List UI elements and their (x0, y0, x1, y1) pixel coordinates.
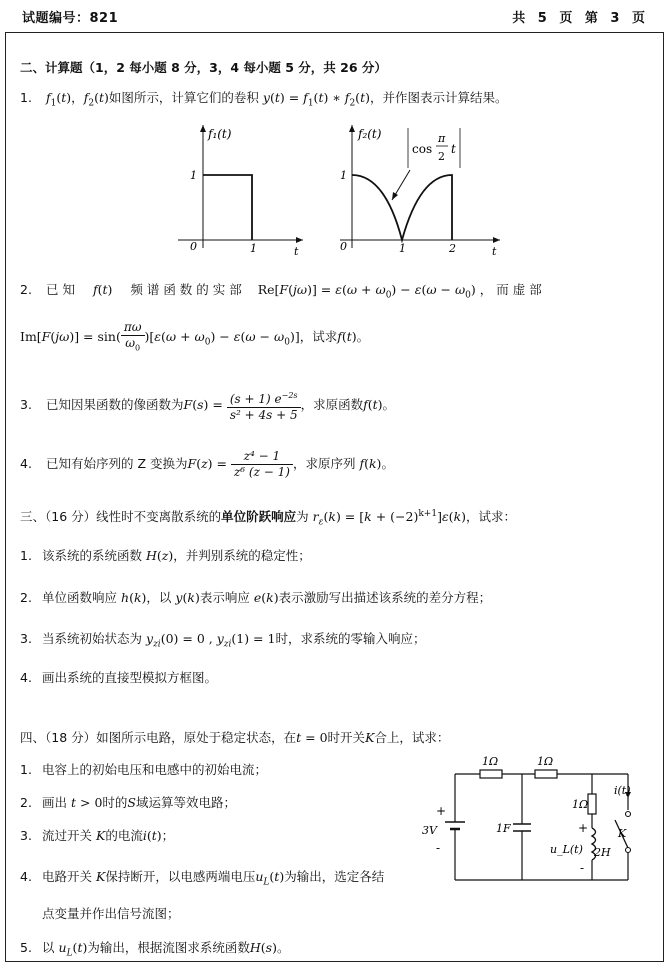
question-3-1: 1. 该系统的系统函数 H(z)，并判别系统的稳定性； (20, 548, 311, 563)
question-2-3: 3. 已知因果函数的像函数为F(s) = $\frac{(s + 1) e^{-2s}}{\text{s² + 4s + 5}}$ ，求原函数f(t)。 (20, 388, 395, 423)
f2-tick-x2: 2 (449, 242, 456, 255)
question-4-1: 1. 电容上的初始电压和电感中的初始电流； (20, 762, 268, 777)
source-minus: - (436, 841, 441, 855)
label-ul: u_L(t) (550, 843, 583, 856)
section-4-title: 四、（18 分）如图所示电路，原处于稳定状态，在t = 0时开关K合上，试求： (20, 730, 450, 745)
section-2-title: 二、计算题（1，2 每小题 8 分，3，4 每小题 5 分，共 26 分） (20, 60, 387, 75)
question-2-1: 1. $f_1(t)$，$f_2(t)$如图所示，计算它们的卷积 $y(t) = f_1(t)$ ∗ $f_2(t)$，并作图表示计算结果。 (20, 90, 508, 109)
exam-code: 试题编号：821 (22, 11, 119, 26)
f1-tick-x1: 1 (250, 242, 257, 255)
circuit-diagram (420, 752, 640, 892)
question-4-2: 2. 画出 t > 0时的S域运算等效电路； (20, 795, 237, 810)
ul-minus: - (580, 861, 585, 875)
figure-f2 (330, 120, 510, 255)
question-3-4: 4. 画出系统的直接型模拟方框图。 (20, 670, 218, 685)
label-it: i(t) (614, 784, 631, 797)
question-3-2: 2. 单位函数响应 h(k)，以 y(k)表示响应 e(k)表示激励写出描述该系统的差分方程； (20, 590, 492, 605)
question-4-4-cont: 点变量并作出信号流图； (42, 906, 180, 921)
f1-label: f₁(t) (208, 127, 232, 141)
source-plus: + (436, 804, 447, 818)
resistor-1 (480, 770, 502, 778)
f2-annot-2: 2 (438, 150, 445, 163)
f2-label: f₂(t) (358, 127, 382, 141)
ul-plus: + (578, 821, 589, 835)
question-2-2-line2: Im[F(jω)] = sin( $\frac{\pi\omega}{\omega_0}$ )$[\varepsilon(\omega + \omega_0) - \varepsilon(\omega - \omega_0)]$，试求f(t)。 (20, 320, 370, 353)
figure-f1 (168, 120, 308, 255)
label-source: 3V (422, 824, 437, 837)
label-cap: 1F (496, 822, 511, 835)
label-k: K (618, 827, 627, 840)
section-3-title: 三、（16 分）线性时不变离散系统的单位阶跃响应为 $r_\varepsilon(k) = [k + (-2)^{k+1}]\varepsilon(k)$，试求： (20, 509, 517, 528)
question-3-3: 3. 当系统初始状态为 $y_{zi}(0) = 0$ , $y_{zi}(1) = 1$时，求系统的零输入响应； (20, 631, 426, 650)
question-4-3: 3. 流过开关 K的电流i(t)； (20, 828, 175, 843)
label-r1: 1Ω (482, 755, 499, 768)
f1-axis-t: t (294, 245, 299, 255)
resistor-3 (588, 794, 596, 814)
label-r3: 1Ω (572, 798, 589, 811)
question-2-2-line1: 2. 已 知 f(t) 频 谱 函 数 的 实 部 $Re[F(j\omega)] = \varepsilon(\omega + \omega_0) - \varepsilon(\omega - \omega_0)$ ， 而 虚 部 (20, 282, 542, 301)
resistor-2 (535, 770, 557, 778)
question-4-5: 5. 以 $u_L(t)$为输出，根据流图求系统函数H(s)。 (20, 940, 290, 959)
f2-tick-1: 1 (340, 169, 347, 182)
f2-axis-t: t (492, 245, 497, 255)
label-r2: 1Ω (537, 755, 554, 768)
page-header (0, 0, 671, 30)
f2-annot-t: t (451, 142, 456, 156)
f1-tick-1: 1 (190, 169, 197, 182)
f1-origin: 0 (190, 240, 197, 253)
question-4-4: 4. 电路开关 K保持断开，以电感两端电压$u_L(t)$为输出，选定各结 (20, 869, 385, 888)
question-2-4: 4. 已知有始序列的 Z 变换为F(z) = $\frac{\text{z⁴ − 1}}{\text{z⁶ (z − 1)}}$ ，求原序列 f(k)。 (20, 449, 394, 479)
f2-annot-pi: π (438, 132, 446, 145)
f2-annot-cos: cos (412, 142, 433, 156)
f2-tick-x1: 1 (399, 242, 406, 255)
label-ind: 2H (594, 846, 611, 859)
f2-origin: 0 (340, 240, 347, 253)
page-counter: 共 5 页 第 3 页 (512, 11, 649, 26)
